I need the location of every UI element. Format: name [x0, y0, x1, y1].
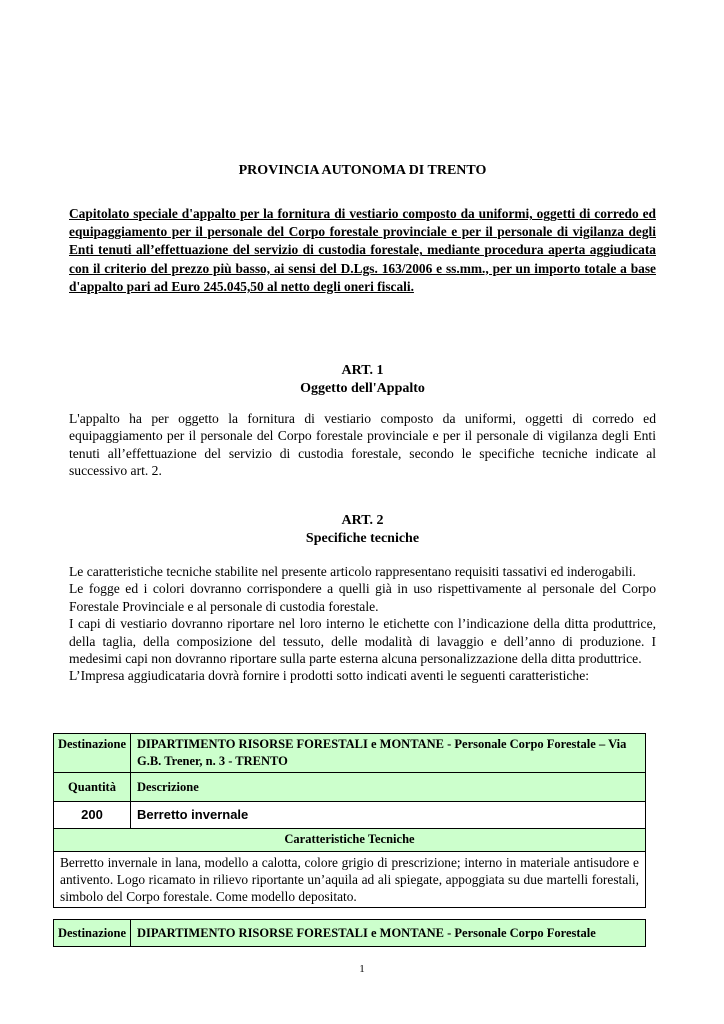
supply-table-next: [53, 919, 646, 947]
table-row: [54, 852, 646, 908]
caratteristiche-label: Caratteristiche Tecniche: [54, 829, 646, 852]
art1-heading: Oggetto dell'Appalto: [300, 381, 425, 396]
table-row: [54, 802, 646, 829]
art1-body: L'appalto ha per oggetto la fornitura di vestiario composto da uniformi, oggetti di corredo ed equipaggiamento per il personale del Corpo forestale provinciale e per il personale di vigilanza degli Enti tenuti all’effettuazione del servizio di custodia forestale, secondo le specifiche tecniche indicate al successivo art. 2.: [69, 411, 656, 479]
destinazione-label: Destinazione: [54, 734, 131, 773]
table-row: [54, 773, 646, 802]
art1-number: ART. 1: [341, 363, 384, 378]
table-row: [54, 829, 646, 852]
document-title: PROVINCIA AUTONOMA DI TRENTO: [238, 163, 487, 178]
table-row: [54, 920, 646, 947]
supply-table-beretto: [53, 733, 646, 908]
destinazione-label: Destinazione: [54, 920, 131, 947]
art2-heading: Specifiche tecniche: [305, 531, 420, 546]
art2-body: [69, 563, 656, 685]
contract-specification-title: Capitolato speciale d'appalto per la fornitura di vestiario composto da uniformi, oggetti di corredo ed equipaggiamento per il personale del Corpo forestale provinciale e per il personale di vigilanza degli Enti tenuti all’effettuazione del servizio di custodia forestale, mediante procedura aperta aggiudicata con il criterio del prezzo più basso, ai sensi del D.Lgs. 163/2006 e ss.mm., per un importo totale a base d'appalto pari ad Euro 245.045,50 al netto degli oneri fiscali.: [69, 206, 656, 294]
art2-number: ART. 2: [341, 513, 384, 528]
art2-paragraph: L’Impresa aggiudicataria dovrà fornire i prodotti sotto indicati aventi le seguenti caratteristiche:: [69, 668, 590, 684]
destinazione-value: DIPARTIMENTO RISORSE FORESTALI e MONTANE - Personale Corpo Forestale – Via G.B. Trener, n. 3 - TRENTO: [131, 734, 646, 773]
item-quantity: 200: [54, 802, 131, 829]
item-description: Berretto invernale in lana, modello a calotta, colore grigio di prescrizione; interno in materiale antisudore e antivento. Logo ricamato in rilievo riportante un’aquila ad ali spiegate, appoggiata su due martelli forestali, simbolo del Corpo forestale. Come modello depositato.: [54, 852, 646, 908]
item-name: Berretto invernale: [131, 802, 646, 829]
art2-paragraph: I capi di vestiario dovranno riportare nel loro interno le etichette con l’indicazione della ditta produttrice, della taglia, della composizione del tessuto, delle modalità di lavaggio e dell’anno di produzione. I medesimi capi non dovranno riportare sulla parte esterna alcuna personalizzazione della ditta produttrice.: [69, 616, 656, 667]
table-row: [54, 734, 646, 773]
page-number: 1: [359, 963, 365, 975]
destinazione-value: DIPARTIMENTO RISORSE FORESTALI e MONTANE - Personale Corpo Forestale: [131, 920, 646, 947]
art2-paragraph: Le caratteristiche tecniche stabilite nel presente articolo rappresentano requisiti tassativi ed inderogabili.: [69, 564, 636, 579]
quantita-label: Quantità: [54, 773, 131, 802]
descrizione-label: Descrizione: [131, 773, 646, 802]
art2-paragraph: Le fogge ed i colori dovranno corrispondere a quelli già in uso rispettivamente al personale del Corpo Forestale Provinciale e al personale di custodia forestale.: [69, 581, 656, 614]
